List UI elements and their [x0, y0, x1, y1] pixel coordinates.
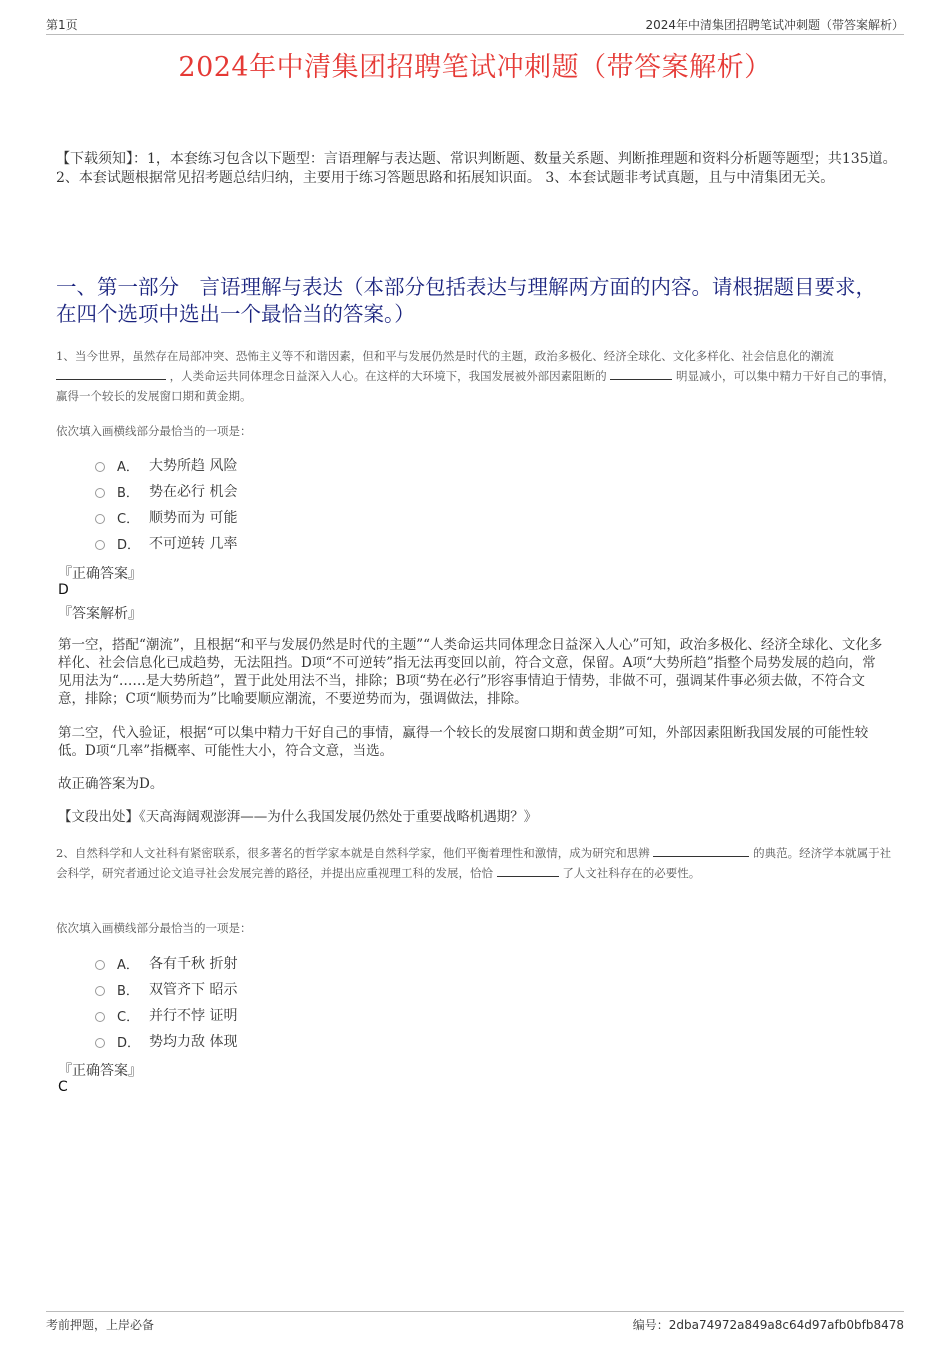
page-header: [46, 14, 904, 35]
header-doc-title: 2024年中清集团招聘笔试冲刺题（带答案解析）: [645, 18, 904, 32]
correct-answer: D: [58, 582, 69, 598]
question-2-text: 2、自然科学和人文社科有紧密联系，很多著名的哲学家本就是自然科学家，他们平衡着理性和激情，成为研究和思辨 的典范。经济学本就属于社会科学，研究者通过论文追寻社会发展完善的路径，并提出应重视理工科的发展，恰恰 了人文社科存在的必要性。: [56, 846, 892, 880]
option-a[interactable]: A． 大势所趋 风险: [95, 452, 237, 478]
fill-blank: [610, 367, 672, 380]
option-c[interactable]: C． 顺势而为 可能: [95, 504, 237, 530]
option-c[interactable]: C． 并行不悖 证明: [95, 1002, 237, 1028]
footer-slogan: 考前押题，上岸必备: [46, 1318, 155, 1332]
radio-icon[interactable]: [95, 960, 105, 970]
document-title: 2024年中清集团招聘笔试冲刺题（带答案解析）: [178, 52, 772, 83]
passage-source: 【文段出处】《天高海阔观澎湃——为什么我国发展仍然处于重要战略机遇期？》: [58, 809, 538, 825]
radio-icon[interactable]: [95, 514, 105, 524]
question-1-options: [95, 452, 237, 556]
analysis-label: 『答案解析』: [58, 606, 142, 622]
option-d[interactable]: D． 势均力敌 体现: [95, 1028, 237, 1054]
analysis-paragraph: 第一空，搭配“潮流”，且根据“和平与发展仍然是时代的主题”“人类命运共同体理念日益深入人心”可知，政治多极化、经济全球化、文化多样化、社会信息化已成趋势，无法阻挡。D项“不可逆转”指无法再变回以前，符合文意，保留。A项“大势所趋”指整个局势发展的趋向，常见用法为“……是大势所趋”，置于此处用法不当，排除；B项“势在必行”形容事情迫于情势，非做不可，强调某件事必须去做，不符合文意，排除；C项“顺势而为”比喻要顺应潮流，不要逆势而为，强调做法，排除。: [58, 637, 883, 707]
radio-icon[interactable]: [95, 540, 105, 550]
download-notice: 【下载须知】：1，本套练习包含以下题型：言语理解与表达题、常识判断题、数量关系题、判断推理题和资料分析题等题型；共135道。 2、本套试题根据常见招考题总结归纳，主要用于练习答题思路和拓展知识面。 3、本套试题非考试真题，且与中清集团无关。: [56, 151, 897, 186]
radio-icon[interactable]: [95, 1038, 105, 1048]
analysis-conclusion: 故正确答案为D。: [58, 776, 164, 792]
radio-icon[interactable]: [95, 986, 105, 996]
option-d[interactable]: D． 不可逆转 几率: [95, 530, 237, 556]
correct-answer: C: [58, 1079, 68, 1095]
question-2-options: [95, 950, 237, 1054]
correct-answer-label: 『正确答案』: [58, 566, 142, 582]
document-id: 编号：2dba74972a849a8c64d97afb0bfb8478: [632, 1318, 904, 1332]
option-b[interactable]: B． 势在必行 机会: [95, 478, 237, 504]
option-b[interactable]: B． 双管齐下 昭示: [95, 976, 237, 1002]
page-footer: [46, 1311, 904, 1336]
radio-icon[interactable]: [95, 1012, 105, 1022]
analysis-paragraph: 第二空，代入验证，根据“可以集中精力干好自己的事情，赢得一个较长的发展窗口期和黄金期”可知，外部因素阻断我国发展的可能性较低。D项“几率”指概率、可能性大小，符合文意，当选。: [58, 725, 869, 759]
correct-answer-label: 『正确答案』: [58, 1063, 142, 1079]
question-2-prompt: 依次填入画横线部分最恰当的一项是：: [56, 921, 252, 935]
fill-blank: [56, 367, 166, 380]
question-1-text: 1、当今世界，虽然存在局部冲突、恐怖主义等不和谐因素，但和平与发展仍然是时代的主题，政治多极化、经济全球化、文化多样化、社会信息化的潮流 ，人类命运共同体理念日益深入人心。在这样的大环境下，我国发展被外部因素阻断的 明显减小，可以集中精力干好自己的事情，赢得一个较长的发展窗口期和黄金期。: [56, 349, 895, 403]
question-1-prompt: 依次填入画横线部分最恰当的一项是：: [56, 424, 252, 438]
radio-icon[interactable]: [95, 462, 105, 472]
page-number: 第1页: [46, 18, 78, 32]
fill-blank: [497, 864, 559, 877]
fill-blank: [653, 844, 749, 857]
option-a[interactable]: A． 各有千秋 折射: [95, 950, 237, 976]
radio-icon[interactable]: [95, 488, 105, 498]
section-heading: 一、第一部分 言语理解与表达（本部分包括表达与理解两方面的内容。请根据题目要求，在四个选项中选出一个最恰当的答案。）: [56, 275, 876, 326]
